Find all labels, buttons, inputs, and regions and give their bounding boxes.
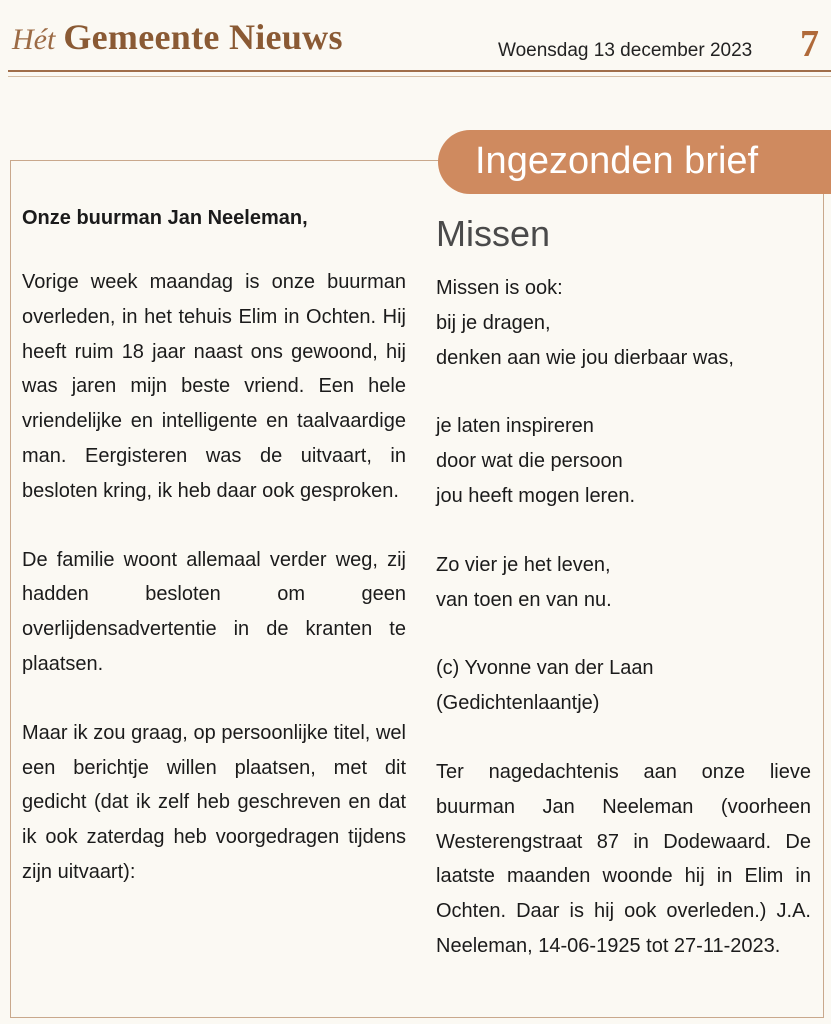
poem-stanza xyxy=(436,548,811,618)
poem-column xyxy=(436,205,811,964)
poem-line: bij je dragen, xyxy=(436,311,551,334)
brand-prefix: Hét xyxy=(12,23,56,56)
poem-line: door wat die persoon xyxy=(436,450,623,473)
newspaper-logo xyxy=(12,16,343,58)
poem-line: Zo vier je het leven, xyxy=(436,553,611,576)
letter-paragraph: De familie woont allemaal verder weg, zij hadden besloten om geen overlijdensadvertentie in de kranten te plaatsen. xyxy=(22,548,406,675)
page-number: 7 xyxy=(800,23,819,65)
poem-line: Missen is ook: xyxy=(436,277,563,299)
issue-date: Woensdag 13 december 2023 xyxy=(498,40,753,61)
poem-stanza xyxy=(436,409,811,513)
letter-column xyxy=(22,205,406,924)
poem-stanza xyxy=(436,271,811,375)
letter-salutation: Onze buurman Jan Neeleman, xyxy=(22,207,308,229)
section-label: Ingezonden brief xyxy=(475,140,759,182)
poem-title: Missen xyxy=(436,213,551,254)
poem-credit: (c) Yvonne van der Laan (Gedichtenlaantje) xyxy=(436,657,654,715)
poem-line: je laten inspireren xyxy=(436,415,594,438)
masthead xyxy=(0,0,831,80)
poem-line: jou heeft mogen leren. xyxy=(436,484,636,507)
letter-paragraph: Maar ik zou graag, op persoonlijke titel, wel een berichtje willen plaatsen, met dit gedicht (dat ik zelf heb geschreven en dat ik ook zaterdag heb voorgedragen tijdens zijn uitvaart): xyxy=(22,721,406,883)
poem-line: van toen en van nu. xyxy=(436,588,612,611)
header-rule xyxy=(8,70,831,72)
header-rule-thin xyxy=(8,76,831,77)
poem-line: denken aan wie jou dierbaar was, xyxy=(436,346,734,369)
brand-name: Gemeente Nieuws xyxy=(63,17,343,57)
letter-paragraph: Vorige week maandag is onze buurman overleden, in het tehuis Elim in Ochten. Hij heeft ruim 18 jaar naast ons gewoond, hij was jaren mijn beste vriend. Een hele vriendelijke en intelligente en taalvaardige man. Eergisteren was de uitvaart, in besloten kring, ik heb daar ook gesproken. xyxy=(22,271,406,502)
memorial-note: Ter nagedachtenis aan onze lieve buurman Jan Neeleman (voorheen Westerengstraat 87 in Dodewaard. De laatste maanden woonde hij in Elim in Ochten. Daar is hij ook overleden.) J.A. Neeleman, 14-06-1925 tot 27-11-2023. xyxy=(436,760,811,957)
